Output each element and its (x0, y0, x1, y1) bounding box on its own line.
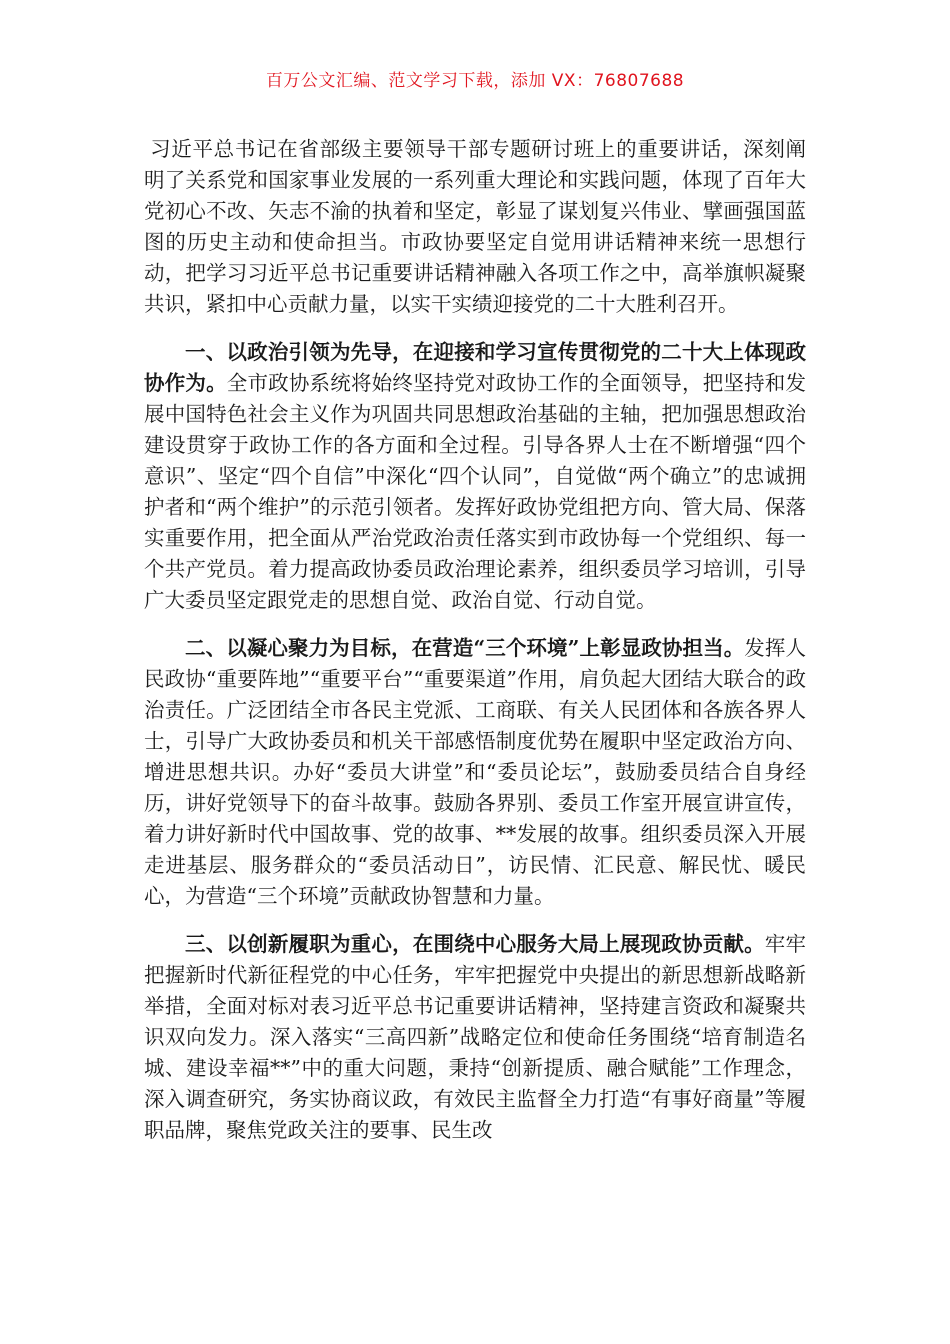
intro-paragraph: 习近平总书记在省部级主要领导干部专题研讨班上的重要讲话，深刻阐明了关系党和国家事业发展的一系列重大理论和实践问题，体现了百年大党初心不改、矢志不渝的执着和坚定，彰显了谋划复兴伟业、擘画强国蓝图的历史主动和使命担当。市政协要坚定自觉用讲话精神来统一思想行动，把学习习近平总书记重要讲话精神融入各项工作之中，高举旗帜凝聚共识，紧扣中心贡献力量，以实干实绩迎接党的二十大胜利召开。 (144, 137, 806, 316)
section-3-body: 牢牢把握新时代新征程党的中心任务，牢牢把握党中央提出的新思想新战略新举措，全面对标对表习近平总书记重要讲话精神，坚持建言资政和凝聚共识双向发力。深入落实“三高四新”战略定位和使命任务围绕“培育制造名城、建设幸福**”中的重大问题，秉持“创新提质、融合赋能”工作理念，深入调查研究，务实协商议政，有效民主监督全力打造“有事好商量”等履职品牌，聚焦党政关注的要事、民生改 (144, 932, 807, 1142)
section-2-heading: 二、以凝心聚力为目标，在营造“三个环境”上彰显政协担当。 (185, 636, 745, 660)
section-1-body: 全市政协系统将始终坚持党对政协工作的全面领导，把坚持和发展中国特色社会主义作为巩固共同思想政治基础的主轴，把加强思想政治建设贯穿于政协工作的各方面和全过程。引导各界人士在不断增强“四个意识”、坚定“四个自信”中深化“四个认同”，自觉做“两个确立”的忠诚拥护者和“两个维护”的示范引领者。发挥好政协党组把方向、管大局、保落实重要作用，把全面从严治党政治责任落实到市政协每一个党组织、每一个共产党员。着力提高政协委员政治理论素养，组织委员学习培训，引导广大委员坚定跟党走的思想自觉、政治自觉、行动自觉。 (144, 371, 807, 612)
section-3-paragraph (144, 929, 806, 1146)
section-1-paragraph (144, 337, 806, 616)
watermark-banner: 百万公文汇编、范文学习下载，添加 VX：76807688 (265, 71, 685, 91)
section-1-heading: 一、以政治引领为先导，在迎接和学习宣传贯彻党的二十大上体现政协作为。 (144, 340, 806, 395)
document-body (144, 134, 806, 1163)
section-3-heading: 三、以创新履职为重心，在围绕中心服务大局上展现政协贡献。 (185, 932, 765, 956)
section-2-paragraph (144, 633, 806, 912)
section-2-body: 发挥人民政协“重要阵地”“重要平台”“重要渠道”作用，肩负起大团结大联合的政治责任。广泛团结全市各民主党派、工商联、有关人民团体和各族各界人士，引导广大政协委员和机关干部感悟制度优势在履职中坚定政治方向、增进思想共识。办好“委员大讲堂”和“委员论坛”，鼓励委员结合自身经历，讲好党领导下的奋斗故事。鼓励各界别、委员工作室开展宣讲宣传，着力讲好新时代中国故事、党的故事、**发展的故事。组织委员深入开展走进基层、服务群众的“委员活动日”，访民情、汇民意、解民忧、暖民心，为营造“三个环境”贡献政协智慧和力量。 (144, 636, 806, 908)
